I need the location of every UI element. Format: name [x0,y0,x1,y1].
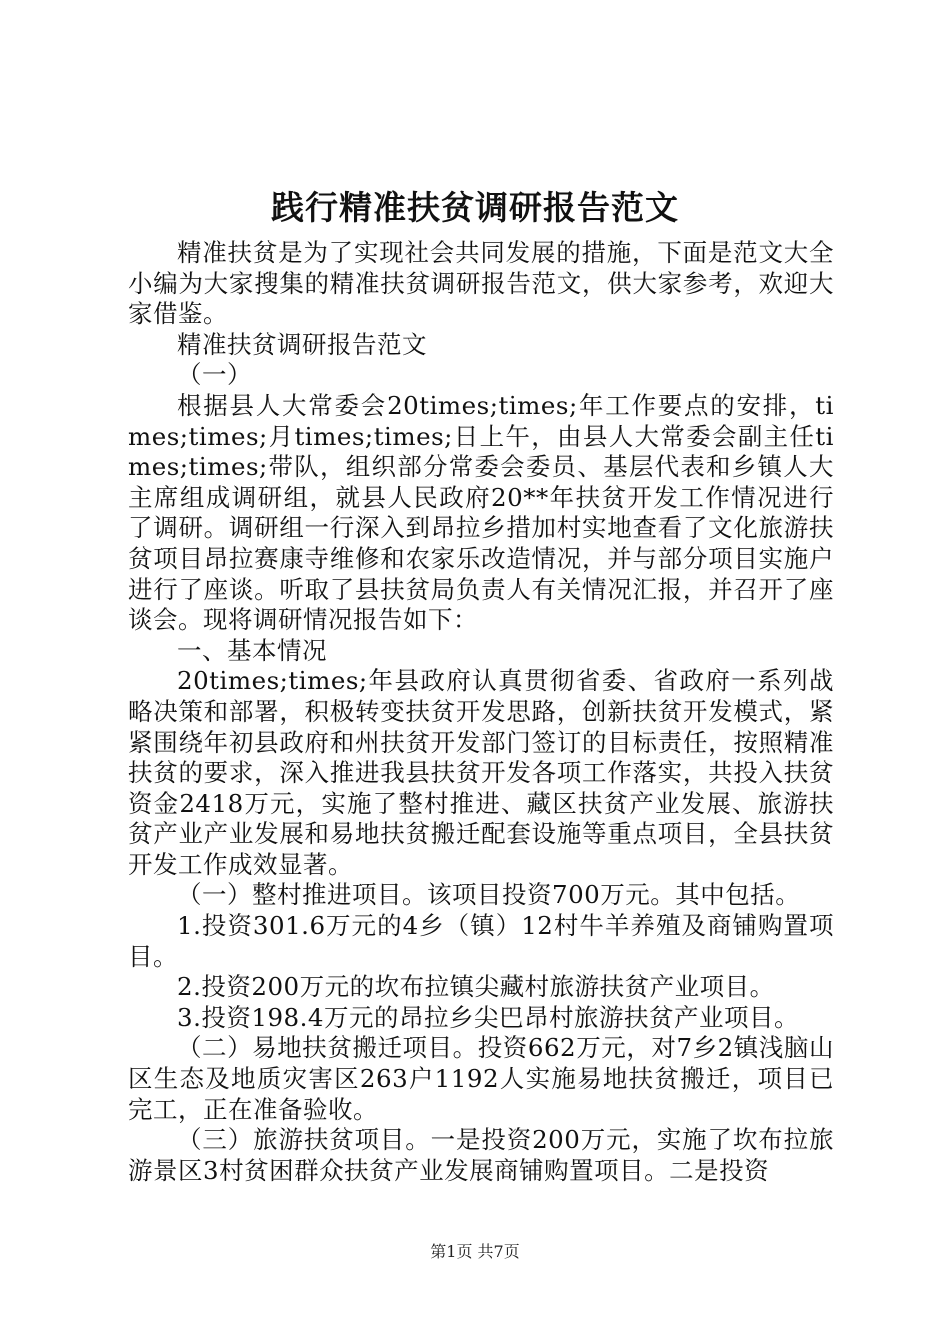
page-number-footer: 第1页 共7页 [430,1242,520,1261]
paragraph: （一）整村推进项目。该项目投资700万元。其中包括。 [177,880,801,910]
paragraph: （一） [177,360,252,390]
paragraph: 精准扶贫调研报告范文 [177,329,427,359]
paragraph: （三）旅游扶贫项目。一是投资200万元，实施了坎布拉旅游景区3村贫困群众扶贫产业发展商铺购置项目。二是投资 [128,1125,834,1185]
paragraph: 精准扶贫是为了实现社会共同发展的措施，下面是范文大全小编为大家搜集的精准扶贫调研报告范文，供大家参考，欢迎大家借鉴。 [128,238,834,329]
paragraph: （二）易地扶贫搬迁项目。投资662万元，对7乡2镇浅脑山区生态及地质灾害区263户1192人实施易地扶贫搬迁，项目已完工，正在准备验收。 [128,1033,834,1124]
paragraph: 根据县人大常委会20times;times;年工作要点的安排，times;times;月times;times;日上午，由县人大常委会副主任times;times;带队，组织部分常委会委员、基层代表和乡镇人大主席组成调研组，就县人民政府20**年扶贫开发工作情况进行了调研。调研组一行深入到昂拉乡措加村实地查看了文化旅游扶贫项目昂拉赛康寺维修和农家乐改造情况，并与部分项目实施户进行了座谈。听取了县扶贫局负责人有关情况汇报，并召开了座谈会。现将调研情况报告如下： [128,390,834,635]
paragraph: 20times;times;年县政府认真贯彻省委、省政府一系列战略决策和部署，积极转变扶贫开发思路，创新扶贫开发模式，紧紧围绕年初县政府和州扶贫开发部门签订的目标责任，按照精准扶贫的要求，深入推进我县扶贫开发各项工作落实，共投入扶贫资金2418万元，实施了整村推进、藏区扶贫产业发展、旅游扶贫产业产业发展和易地扶贫搬迁配套设施等重点项目，全县扶贫开发工作成效显著。 [128,666,834,879]
document-title: 践行精准扶贫调研报告范文 [271,188,679,227]
paragraph: 3.投资198.4万元的昂拉乡尖巴昂村旅游扶贫产业项目。 [177,1002,800,1032]
document-body [128,238,834,1186]
paragraph: 1.投资301.6万元的4乡（镇）12村牛羊养殖及商铺购置项目。 [128,911,834,971]
paragraph: 2.投资200万元的坎布拉镇尖藏村旅游扶贫产业项目。 [177,972,775,1002]
paragraph: 一、基本情况 [177,635,327,665]
